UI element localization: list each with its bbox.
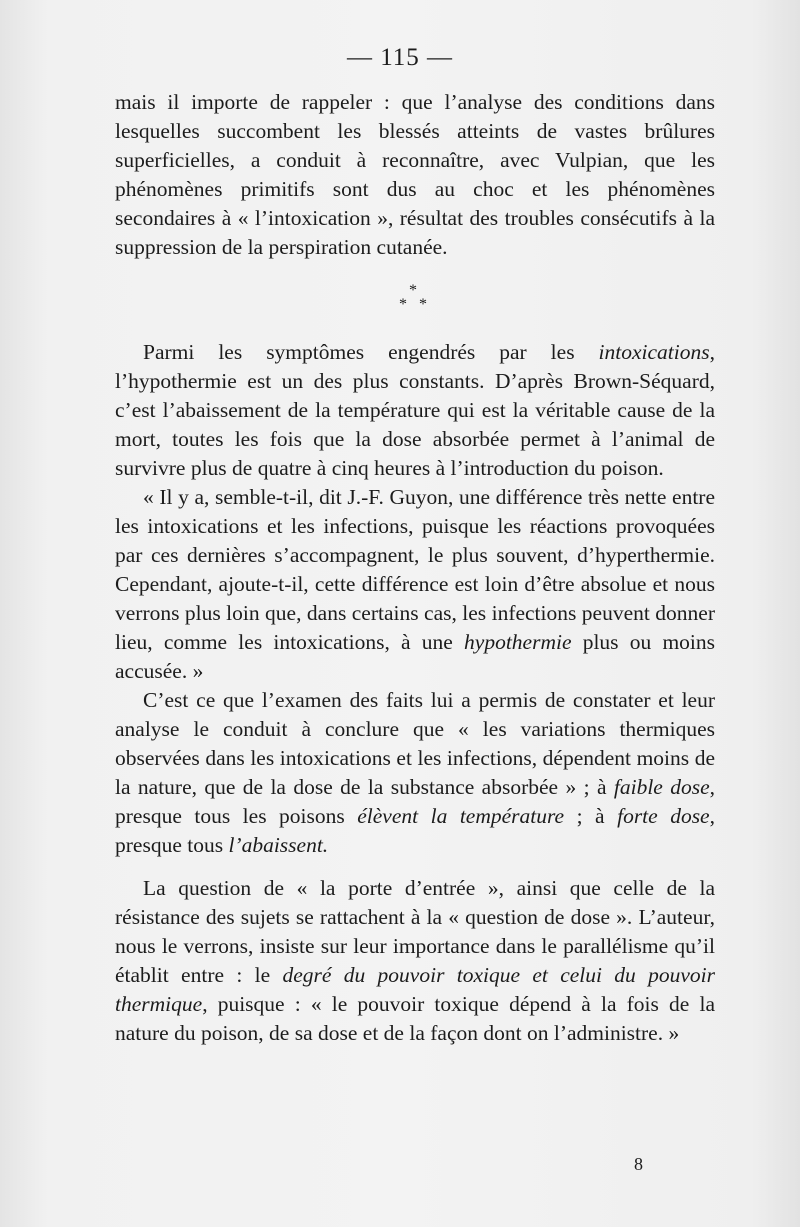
- paragraph-1: [115, 88, 715, 262]
- p2-text-a: Parmi les symptômes engendrés par les: [143, 340, 599, 364]
- p2-text-c: , l’hypothermie est un des plus constants. D’après Brown-Séquard, c’est l’abaissement de la température qui est la véritable cause de la mort, toutes les fois que la dose absorbée permet à l’animal de survivre plus de quatre à cinq heures à l’introduction du poison.: [115, 340, 715, 480]
- p4-italic-elevent: élèvent la température: [357, 804, 565, 828]
- p4-italic-forte-dose: forte dose: [617, 804, 710, 828]
- paragraph-4: [115, 686, 715, 860]
- p3-italic-hypothermie: hypothermie: [464, 630, 572, 654]
- p4-italic-faible-dose: faible dose: [613, 775, 710, 799]
- p2-italic-intoxications: intoxications: [598, 340, 710, 364]
- paragraph-2: [115, 338, 715, 483]
- asterism-top: *: [409, 282, 421, 299]
- p4-text-c: , presque tous les poisons: [115, 775, 716, 828]
- paragraph-5: [115, 874, 715, 1048]
- p3-text-a: « Il y a, semble-t-il, dit J.-F. Guyon, une différence très nette entre les intoxications et les infections, puisque les réactions provoquées par ces dernières s’accompagnent, le plus souvent, d’hyperthermie. Cependant, ajoute-t-il, cette différence est loin d’être absolue et nous verrons plus loin que, dans certains cas, les infections peuvent donner lieu, comme les intoxications, à une: [115, 485, 715, 654]
- p4-italic-abaissent: l’abaissent.: [228, 833, 329, 857]
- asterism-bottom: * *: [399, 296, 431, 313]
- p5-text-a: La question de « la porte d’entrée », ainsi que celle de la résistance des sujets se rattachent à la « question de dose ». L’auteur, nous le verrons, insiste sur leur importance dans le parallélisme qu’il établit entre : le: [115, 876, 715, 987]
- p5-text-c: , puisque : « le pouvoir toxique dépend à la fois de la nature du poison, de sa dose et de la façon dont on l’administre. »: [115, 992, 715, 1045]
- p5-italic-degre: degré du pouvoir toxique et celui du pouvoir thermique: [115, 963, 715, 1016]
- p4-text-e: ; à: [564, 804, 618, 828]
- p3-text-c: plus ou moins accusée. »: [115, 630, 716, 683]
- p4-text-a: C’est ce que l’examen des faits lui a permis de constater et leur analyse le conduit à conclure que « les variations thermiques observées dans les intoxications et les infections, dépendent moins de la nature, que de la dose de la substance absorbée » ; à: [115, 688, 715, 799]
- page-body: [115, 88, 715, 1048]
- signature-mark: 8: [634, 1154, 643, 1174]
- p1-text: mais il importe de rappeler : que l’analyse des conditions dans lesquelles succombent les blessés atteints de vastes brûlures superficielles, a conduit à reconnaître, avec Vulpian, que les phénomènes primitifs sont dus au choc et les phénomènes secondaires à « l’intoxication », résultat des troubles consécutifs à la suppression de la perspiration cutanée.: [115, 90, 715, 259]
- page-number: — 115 —: [346, 44, 454, 71]
- p4-text-g: , presque tous: [115, 804, 715, 857]
- asterism-separator: [115, 284, 715, 312]
- paragraph-3-quote: [115, 483, 715, 686]
